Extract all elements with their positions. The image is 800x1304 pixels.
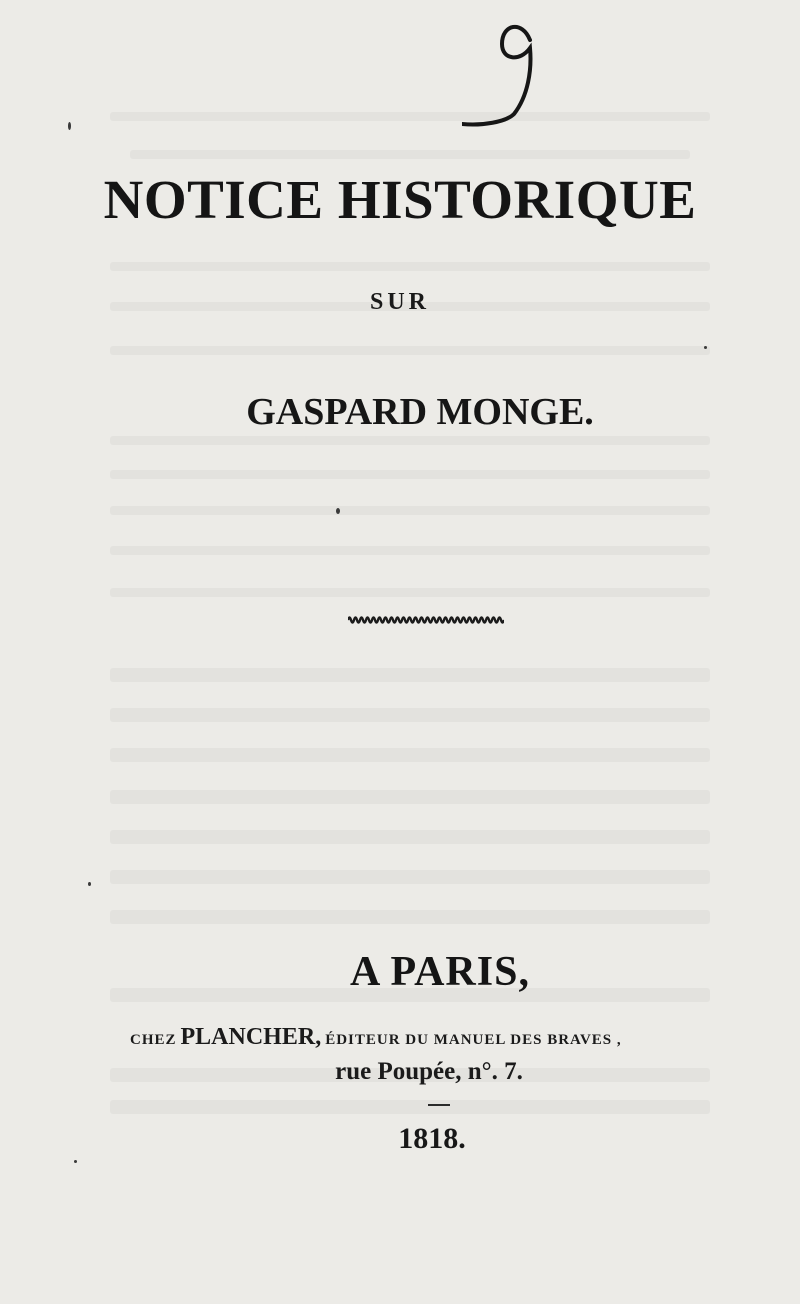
imprint-address: rue Poupée, n°. 7. <box>335 1058 523 1085</box>
bleed-through-line <box>110 870 710 884</box>
bleed-through-line <box>110 506 710 515</box>
title-connector: SUR <box>369 289 430 315</box>
bleed-through-line <box>110 262 710 271</box>
bleed-through-line <box>130 150 690 159</box>
scan-speck <box>68 122 71 130</box>
scan-speck <box>74 1160 77 1163</box>
publisher-name: PLANCHER, <box>180 1024 322 1050</box>
bleed-through-line <box>110 790 710 804</box>
imprint-city: A PARIS, <box>350 949 530 995</box>
publisher-role: ÉDITEUR DU MANUEL DES BRAVES , <box>325 1032 622 1048</box>
bleed-through-line <box>110 546 710 555</box>
bleed-through-line <box>110 112 710 121</box>
wavy-rule-ornament <box>348 612 504 628</box>
scan-speck <box>336 508 340 514</box>
page-title: NOTICE HISTORIQUE <box>103 169 697 230</box>
bleed-through-line <box>110 830 710 844</box>
bleed-through-line <box>110 748 710 762</box>
subject-name: GASPARD MONGE. <box>246 391 594 433</box>
imprint-chez: CHEZ <box>130 1032 177 1048</box>
bleed-through-line <box>110 668 710 682</box>
bleed-through-line <box>110 708 710 722</box>
bleed-through-line <box>110 588 710 597</box>
bleed-through-line <box>110 346 710 355</box>
imprint-year: 1818. <box>398 1122 466 1155</box>
bleed-through-line <box>110 470 710 479</box>
scan-speck <box>704 346 707 349</box>
scan-speck <box>88 882 91 886</box>
short-rule-divider <box>428 1104 450 1106</box>
bleed-through-line <box>110 910 710 924</box>
bleed-through-line <box>110 1100 710 1114</box>
imprint-publisher <box>130 1024 750 1051</box>
bleed-through-line <box>110 436 710 445</box>
handwritten-page-number <box>462 10 552 140</box>
